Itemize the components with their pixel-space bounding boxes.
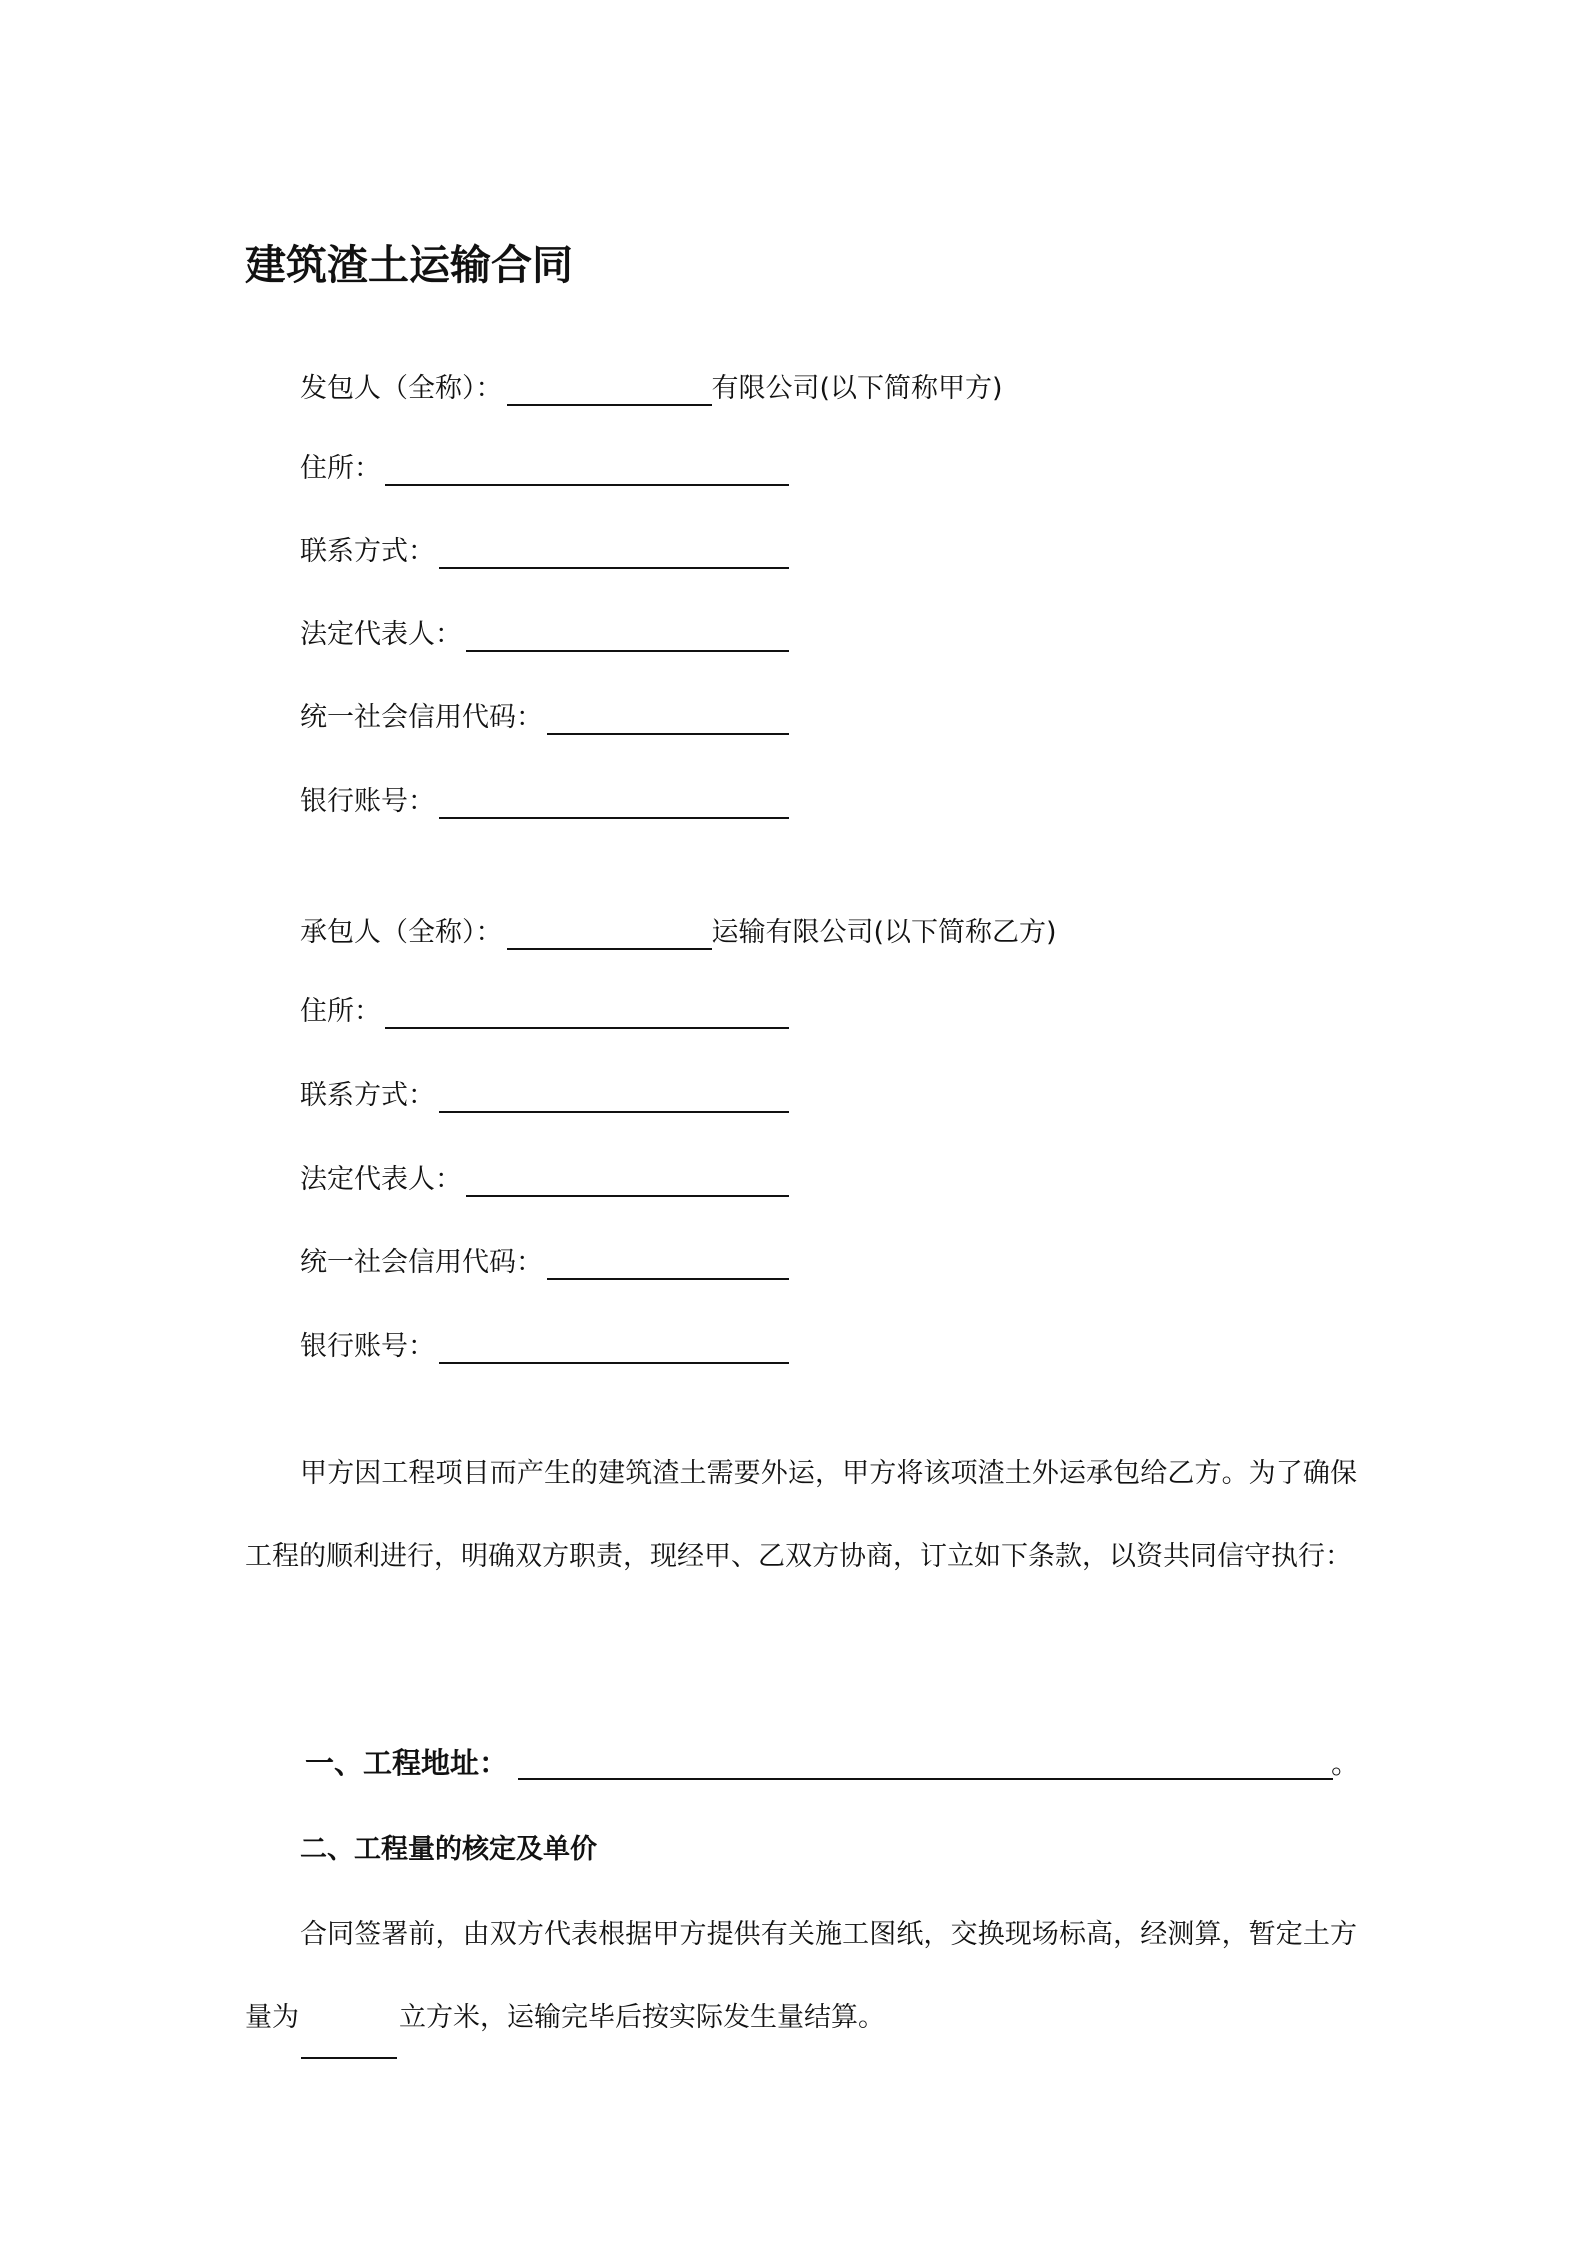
party-b-address-row	[300, 995, 793, 1029]
field-label: 住所：	[300, 453, 381, 484]
section2-paragraph	[245, 1893, 1357, 2059]
party-b-address-blank[interactable]	[385, 997, 789, 1029]
field-label: 统一社会信用代码：	[300, 702, 543, 733]
section2-heading: 二、工程量的核定及单价	[300, 1834, 597, 1865]
intro-paragraph: 甲方因工程项目而产生的建筑渣土需要外运，甲方将该项渣土外运承包给乙方。为了确保工程的顺利进行，明确双方职责，现经甲、乙双方协商，订立如下条款，以资共同信守执行：	[245, 1458, 1357, 1572]
field-label: 联系方式：	[300, 1080, 435, 1111]
party-a-name-row	[300, 372, 1003, 406]
party-b-contact-blank[interactable]	[439, 1081, 789, 1113]
party-b-name-row	[300, 916, 1057, 950]
party-b-name-blank[interactable]	[507, 918, 712, 950]
party-a-representative-row	[300, 618, 793, 652]
section1-end: 。	[1331, 1746, 1361, 1780]
party-b-name-label: 承包人（全称）：	[300, 917, 503, 948]
section1-address-row	[305, 1746, 1360, 1780]
party-a-representative-blank[interactable]	[466, 620, 789, 652]
field-label: 法定代表人：	[300, 1164, 462, 1195]
party-a-name-suffix: 有限公司(以下简称甲方)	[711, 373, 1003, 404]
field-label: 住所：	[300, 996, 381, 1027]
party-b-name-suffix: 运输有限公司(以下简称乙方)	[711, 917, 1057, 948]
party-a-contact-blank[interactable]	[439, 537, 789, 569]
section2-text-start: 合同签署前，由双方代表根据甲方提供有关施工图纸，交换现场标高，经测算，暂定土方量为	[245, 1919, 1357, 2033]
field-label: 法定代表人：	[300, 619, 462, 650]
party-a-name-blank[interactable]	[507, 374, 712, 406]
party-b-contact-row	[300, 1079, 793, 1113]
party-b-credit-code-row	[300, 1246, 793, 1280]
project-address-blank[interactable]	[518, 1748, 1333, 1780]
section1-label: 一、工程地址：	[305, 1746, 509, 1780]
party-b-bank-account-row	[300, 1330, 793, 1364]
party-a-bank-account-row	[300, 785, 793, 819]
party-b-bank-account-blank[interactable]	[439, 1332, 789, 1364]
party-a-address-row	[300, 452, 793, 486]
party-a-bank-account-blank[interactable]	[439, 787, 789, 819]
volume-blank[interactable]	[301, 2031, 397, 2059]
field-label: 银行账号：	[300, 1331, 435, 1362]
party-b-representative-row	[300, 1163, 793, 1197]
party-a-address-blank[interactable]	[385, 454, 789, 486]
section2-text-end: 立方米，运输完毕后按实际发生量结算。	[399, 2002, 885, 2033]
party-a-credit-code-blank[interactable]	[547, 703, 789, 735]
document-title: 建筑渣土运输合同	[245, 241, 573, 289]
party-a-contact-row	[300, 535, 793, 569]
field-label: 统一社会信用代码：	[300, 1247, 543, 1278]
party-a-name-label: 发包人（全称）：	[300, 373, 503, 404]
field-label: 联系方式：	[300, 536, 435, 567]
party-a-credit-code-row	[300, 701, 793, 735]
field-label: 银行账号：	[300, 786, 435, 817]
party-b-representative-blank[interactable]	[466, 1165, 789, 1197]
party-b-credit-code-blank[interactable]	[547, 1248, 789, 1280]
